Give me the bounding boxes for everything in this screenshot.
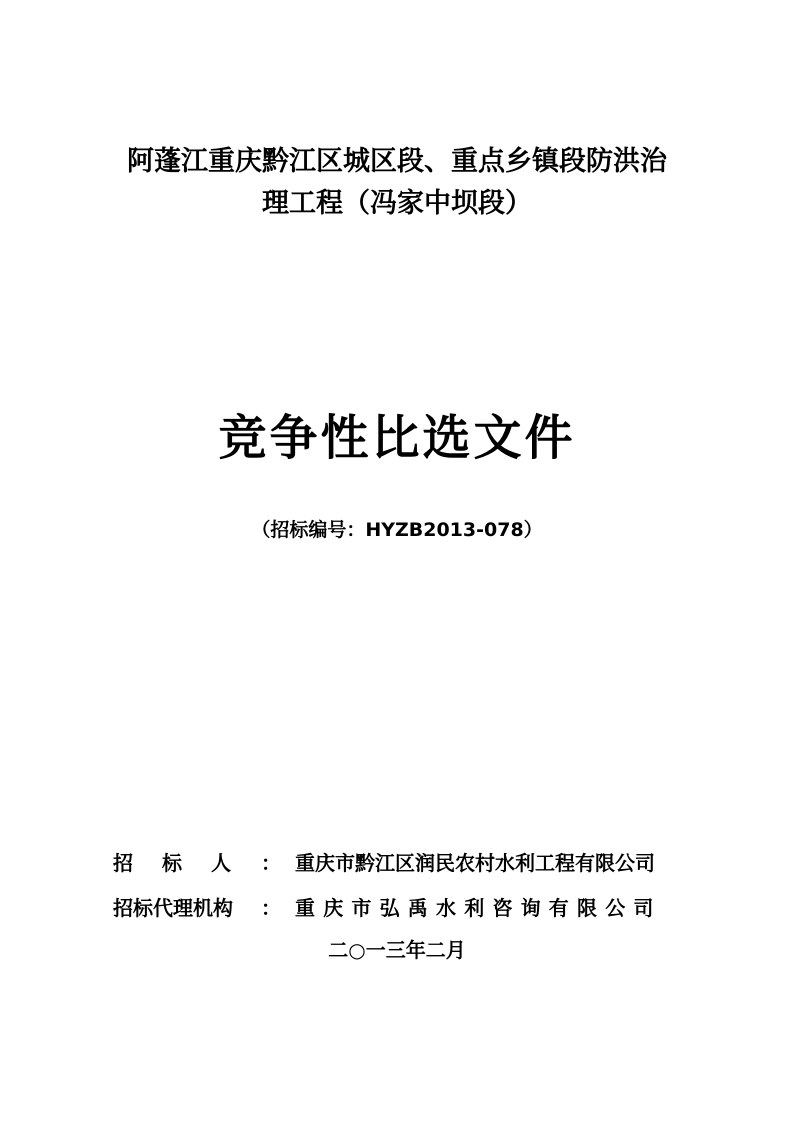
document-type-heading: 竞争性比选文件 (218, 410, 576, 466)
project-title-line-1: 阿蓬江重庆黔江区城区段、重点乡镇段防洪治 (127, 146, 667, 177)
tenderer-label: 招标人 (113, 851, 260, 875)
agent-value: 重庆市弘禹水利咨询有限公司 (295, 896, 662, 920)
agent-colon: ： (261, 896, 281, 920)
agent-row (113, 893, 683, 923)
tenderer-row (113, 848, 683, 878)
project-title-line-2: 理工程（冯家中坝段） (262, 188, 532, 219)
document-date: 二○一三年二月 (328, 938, 466, 962)
agent-label: 招标代理机构 (113, 896, 233, 920)
tenderer-value: 重庆市黔江区润民农村水利工程有限公司 (295, 851, 655, 875)
tender-number: （招标编号：HYZB2013-078） (251, 519, 543, 541)
tenderer-colon: ： (261, 851, 281, 875)
